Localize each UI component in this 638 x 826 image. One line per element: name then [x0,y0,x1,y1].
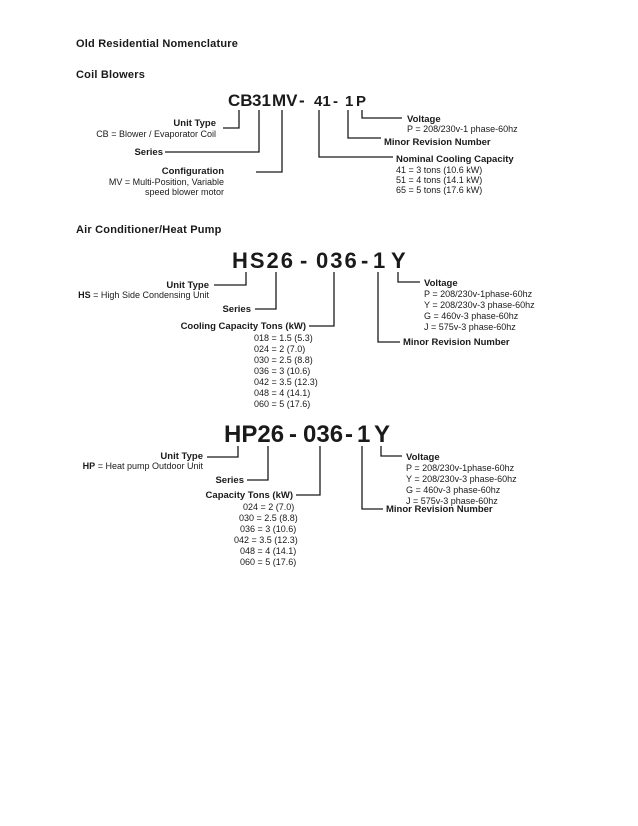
hp26-voltage-item: J = 575v-3 phase-60hz [406,496,498,506]
coil-voltage-label: Voltage [407,114,441,125]
hs26-unit-type-abbr: HS [78,290,91,300]
code-part-036: 036 [303,421,344,448]
hs26-series-label: Series [222,304,251,315]
hp26-capacity-item: 060 = 5 (17.6) [240,557,297,567]
document-title: Old Residential Nomenclature [76,38,239,50]
coil-capacity-item: 65 = 5 tons (17.6 kW) [396,185,483,195]
hp26-unit-type-abbr: HP [82,461,96,471]
hp26-series-label: Series [215,475,244,486]
code-dash-2: - [361,248,369,273]
coil-capacity-item: 51 = 4 tons (14.1 kW) [396,175,483,185]
hp26-voltage-item: G = 460v-3 phase-60hz [406,485,501,495]
code-part-y: Y [374,421,391,448]
code-part-mv: MV [272,91,298,110]
section-heading-air-conditioner: Air Conditioner/Heat Pump [76,224,222,236]
code-dash-2: - [333,93,338,110]
hs26-unit-type-desc [78,290,209,300]
hs26-capacity-item: 036 = 3 (10.6) [254,366,311,376]
code-part-036: 036 [316,248,359,273]
hp26-unit-type-text: = Heat pump Outdoor Unit [95,461,203,471]
coil-series-label: Series [134,147,163,158]
hs26-capacity-item: 018 = 1.5 (5.3) [254,333,313,343]
hs26-voltage-label: Voltage [424,278,458,289]
hs26-capacity-item: 060 = 5 (17.6) [254,399,311,409]
hs26-model-code [232,248,406,273]
coil-configuration-desc-line2: speed blower motor [144,187,224,197]
hp26-capacity-item: 024 = 2 (7.0) [243,502,295,512]
code-dash-1: - [300,248,308,273]
code-part-1: 1 [373,248,386,273]
code-dash-1: - [289,421,297,448]
hs26-capacity-item: 030 = 2.5 (8.8) [254,355,313,365]
hs26-capacity-item: 024 = 2 (7.0) [254,344,306,354]
hs26-minor-revision-label: Minor Revision Number [403,337,510,348]
coil-configuration-desc-line1: MV = Multi-Position, Variable [108,177,224,187]
hs26-diagram [78,248,535,409]
hp26-capacity-item: 048 = 4 (14.1) [240,546,297,556]
hp26-capacity-item: 042 = 3.5 (12.3) [234,535,298,545]
hs26-voltage-item: J = 575v-3 phase-60hz [424,322,516,332]
hs26-voltage-item: Y = 208/230v-3 phase-60hz [424,300,535,310]
coil-unit-type-label: Unit Type [173,118,216,129]
code-part-31: 31 [252,91,271,110]
hp26-capacity-item: 030 = 2.5 (8.8) [239,513,298,523]
hs26-unit-type-text: = High Side Condensing Unit [90,290,209,300]
hs26-voltage-item: G = 460v-3 phase-60hz [424,311,519,321]
hp26-unit-type-label: Unit Type [160,451,203,462]
code-part-hs26: HS26 [232,248,296,273]
code-part-1: 1 [357,421,371,448]
hp26-diagram [83,421,517,567]
code-part-hp26: HP26 [224,421,285,448]
hs26-unit-type-label: Unit Type [166,280,209,291]
hs26-capacity-item: 042 = 3.5 (12.3) [254,377,318,387]
code-part-1: 1 [345,93,354,110]
code-part-y: Y [391,248,406,273]
coil-model-code [228,91,366,110]
code-part-41: 41 [314,93,331,110]
hp26-voltage-label: Voltage [406,452,440,463]
hp26-voltage-item: P = 208/230v-1phase-60hz [406,463,515,473]
coil-unit-type-desc: CB = Blower / Evaporator Coil [96,129,216,139]
section-heading-coil-blowers: Coil Blowers [76,69,146,81]
hp26-minor-revision-label: Minor Revision Number [386,504,493,515]
hp26-model-code [224,421,390,448]
coil-capacity-item: 41 = 3 tons (10.6 kW) [396,165,483,175]
hp26-capacity-item: 036 = 3 (10.6) [240,524,297,534]
coil-blower-diagram [96,91,518,197]
coil-minor-revision-label: Minor Revision Number [384,137,491,148]
coil-capacity-label: Nominal Cooling Capacity [396,154,514,165]
coil-voltage-desc: P = 208/230v-1 phase-60hz [407,124,518,134]
code-part-p: P [356,93,367,110]
code-part-cb: CB [228,91,253,110]
code-dash-1: - [299,91,305,110]
hp26-unit-type-desc [83,461,204,471]
code-dash-2: - [345,421,353,448]
hp26-capacity-label: Capacity Tons (kW) [205,490,293,501]
hp26-voltage-item: Y = 208/230v-3 phase-60hz [406,474,517,484]
hs26-capacity-item: 048 = 4 (14.1) [254,388,311,398]
coil-configuration-label: Configuration [161,166,224,177]
hs26-voltage-item: P = 208/230v-1phase-60hz [424,289,533,299]
hs26-capacity-label: Cooling Capacity Tons (kW) [180,321,306,332]
